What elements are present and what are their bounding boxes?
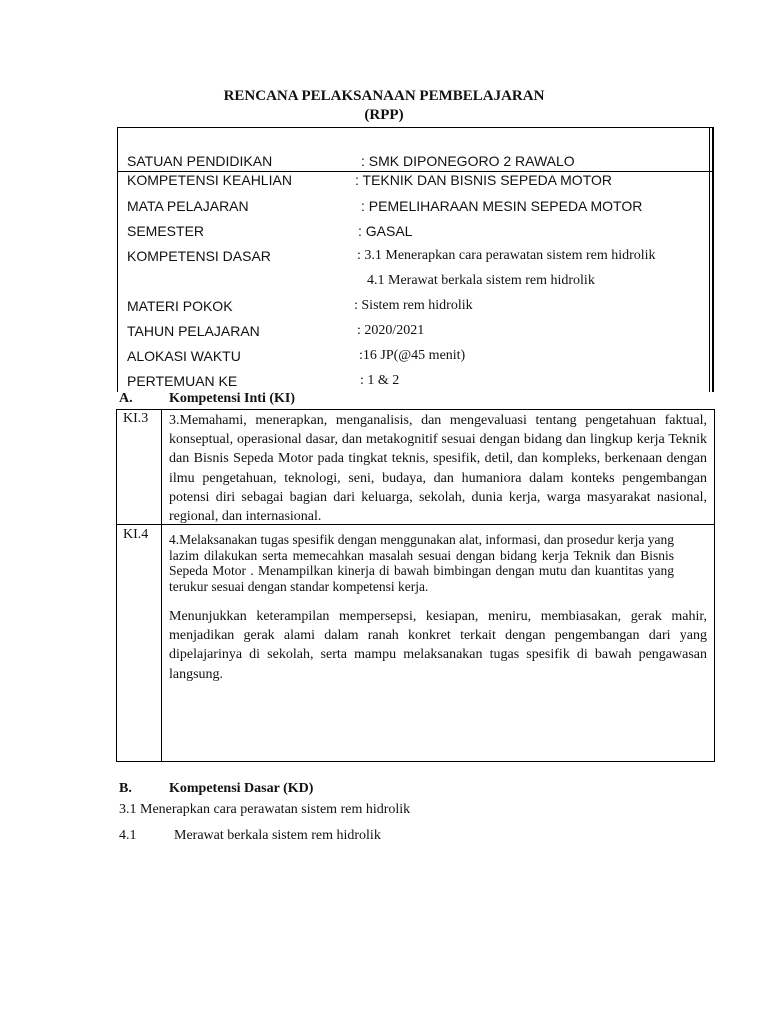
- ki3-code: KI.3: [123, 411, 149, 426]
- label-alokasi-waktu: ALOKASI WAKTU: [127, 348, 241, 364]
- label-tahun-pelajaran: TAHUN PELAJARAN: [127, 323, 260, 339]
- label-satuan-pendidikan: SATUAN PENDIDIKAN: [127, 153, 273, 169]
- kd-item-1-number: 3.1: [119, 802, 137, 817]
- ki4-code: KI.4: [123, 527, 149, 542]
- value-alokasi-waktu: :16 JP(@45 menit): [359, 348, 466, 363]
- value-kompetensi-keahlian: : TEKNIK DAN BISNIS SEPEDA MOTOR: [355, 172, 612, 188]
- ki4-text-2: Menunjukkan keterampilan mempersepsi, kesiapan, meniru, membiasakan, gerak mahir, menjadikan gerak alami dalam ranah konkret terkait dengan pengembangan dari yang dipelajarinya di sekolah, serta mampu melaksanakan tugas spesifik di bawah pengawasan langsung.: [169, 609, 707, 682]
- kd-item-1: [119, 802, 410, 818]
- label-kompetensi-dasar: KOMPETENSI DASAR: [127, 248, 271, 264]
- value-materi-pokok: : Sistem rem hidrolik: [354, 298, 473, 313]
- value-kompetensi-dasar-2: 4.1 Merawat berkala sistem rem hidrolik: [367, 273, 595, 288]
- value-satuan-pendidikan: : SMK DIPONEGORO 2 RAWALO: [361, 153, 575, 169]
- label-kompetensi-keahlian: KOMPETENSI KEAHLIAN: [127, 172, 292, 188]
- ki4-text-1: 4.Melaksanakan tugas spesifik dengan menggunakan alat, informasi, dan prosedur kerja yang lazim dilakukan serta memecahkan masalah sesuai dengan bidang kerja Teknik dan Bisnis Sepeda Motor . Menampilkan kinerja di bawah bimbingan dengan mutu dan kuantitas yang terukur sesuai dengan standar kompetensi kerja.: [169, 532, 674, 594]
- label-materi-pokok: MATERI POKOK: [127, 298, 233, 314]
- value-tahun-pelajaran: : 2020/2021: [357, 323, 425, 338]
- label-semester: SEMESTER: [127, 223, 205, 239]
- ki3-text: 3.Memahami, menerapkan, menganalisis, dan mengevaluasi tentang pengetahuan faktual, konseptual, operasional dasar, dan metakognitif sesuai dengan bidang dan lingkup kerja Teknik dan Bisnis Sepeda Motor pada tingkat teknis, spesifik, detil, dan kompleks, berkenaan dengan ilmu pengetahuan, teknologi, seni, budaya, dan humaniora dalam konteks pengembangan potensi diri sebagai bagian dari keluarga, sekolah, dunia kerja, warga masyarakat nasional, regional, dan internasional.: [169, 413, 707, 525]
- kd-item-1-text: Menerapkan cara perawatan sistem rem hidrolik: [140, 802, 411, 817]
- section-a-letter: A.: [119, 391, 133, 406]
- document-title: RENCANA PELAKSANAAN PEMBELAJARAN: [223, 88, 545, 104]
- section-b-heading: Kompetensi Dasar (KD): [169, 781, 314, 796]
- section-b-letter: B.: [119, 781, 132, 796]
- kd-item-2-number: 4.1: [119, 828, 137, 843]
- label-pertemuan-ke: PERTEMUAN KE: [127, 373, 238, 389]
- value-pertemuan-ke: : 1 & 2: [360, 373, 400, 388]
- document-subtitle: (RPP): [364, 107, 404, 123]
- value-semester: : GASAL: [358, 223, 413, 239]
- section-a-heading: Kompetensi Inti (KI): [169, 391, 295, 406]
- value-mata-pelajaran: : PEMELIHARAAN MESIN SEPEDA MOTOR: [361, 198, 643, 214]
- label-mata-pelajaran: MATA PELAJARAN: [127, 198, 249, 214]
- kd-item-2-text: Merawat berkala sistem rem hidrolik: [174, 828, 381, 843]
- value-kompetensi-dasar: : 3.1 Menerapkan cara perawatan sistem rem hidrolik: [357, 248, 656, 263]
